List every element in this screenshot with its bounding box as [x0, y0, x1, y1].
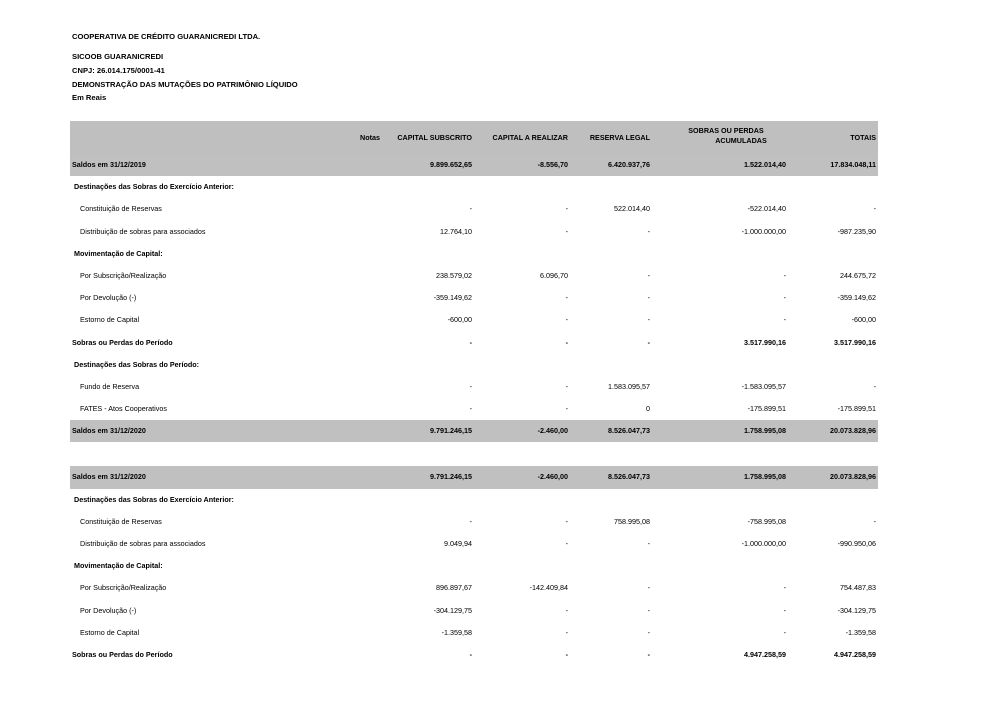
cell-capital-subscrito: 9.791.246,15	[430, 472, 472, 482]
cell-totais: -	[873, 204, 876, 214]
cell-capital-subscrito: -359.149,62	[433, 293, 472, 303]
cell-totais: -359.149,62	[837, 293, 876, 303]
table-row	[70, 376, 878, 398]
cell-totais: -987.235,90	[837, 226, 876, 236]
cell-reserva-legal: 0	[646, 404, 650, 414]
cell-reserva-legal: -	[647, 583, 650, 593]
cell-totais: 244.675,72	[840, 270, 876, 280]
cell-totais: 20.073.828,96	[830, 472, 876, 482]
table-row	[70, 511, 878, 533]
cell-sobras-acumuladas: 1.758.995,08	[744, 426, 786, 436]
cell-sobras-acumuladas: 1.758.995,08	[744, 472, 786, 482]
row-label: Movimentação de Capital:	[74, 561, 163, 571]
cell-totais: -990.950,06	[837, 539, 876, 548]
row-label: Destinações das Sobras do Exercício Anterior:	[74, 494, 234, 504]
row-label: Saldos em 31/12/2019	[72, 160, 146, 169]
equity-statement-table	[70, 121, 878, 666]
row-label: Constituição de Reservas	[80, 204, 162, 214]
brand-name: SICOOB GUARANICREDI	[72, 52, 164, 61]
row-label: Distribuição de sobras para associados	[80, 226, 206, 236]
row-label: Estorno de Capital	[80, 315, 140, 325]
cell-totais: -304.129,75	[837, 605, 876, 615]
cell-reserva-legal: -	[647, 270, 650, 280]
row-label: Estorno de Capital	[80, 627, 140, 637]
cell-reserva-legal: 8.526.047,73	[608, 426, 650, 436]
cell-capital-subscrito: -	[469, 204, 472, 214]
cell-capital-a-realizar: -	[565, 337, 568, 347]
cell-totais: 17.834.048,11	[830, 160, 876, 169]
cell-reserva-legal: 758.995,08	[614, 516, 650, 526]
balance-row	[70, 420, 878, 442]
col-sobras-line1: SOBRAS OU PERDAS	[688, 126, 764, 135]
currency-note: Em Reais	[72, 93, 107, 102]
balance-row	[70, 154, 878, 176]
col-sobras	[666, 126, 786, 146]
row-label: Sobras ou Perdas do Período	[72, 649, 173, 659]
cell-totais: 4.947.258,59	[834, 649, 876, 659]
cell-sobras-acumuladas: -175.899,51	[747, 404, 786, 414]
cell-totais: -	[873, 516, 876, 526]
row-label: Por Devolução (-)	[80, 605, 137, 615]
balance-row	[70, 466, 878, 488]
cell-capital-subscrito: -	[469, 381, 472, 391]
cell-capital-subscrito: -304.129,75	[433, 605, 472, 615]
table-row	[70, 577, 878, 599]
cell-capital-a-realizar: -2.460,00	[537, 472, 568, 482]
cell-capital-a-realizar: -	[565, 649, 568, 659]
row-label: Saldos em 31/12/2020	[72, 426, 146, 436]
cell-capital-a-realizar: -	[565, 404, 568, 414]
table-row	[70, 644, 878, 666]
table-row	[70, 221, 878, 243]
table-row	[70, 287, 878, 309]
cell-capital-subscrito: 238.579,02	[436, 270, 472, 280]
cell-capital-subscrito: -	[469, 516, 472, 526]
cell-sobras-acumuladas: -	[783, 293, 786, 303]
cnpj: CNPJ: 26.014.175/0001-41	[72, 66, 165, 75]
table-row	[70, 398, 878, 420]
table-row	[70, 332, 878, 354]
cell-capital-a-realizar: -	[565, 315, 568, 325]
cell-reserva-legal: -	[647, 315, 650, 325]
cell-reserva-legal: -	[647, 627, 650, 637]
cell-capital-a-realizar: 6.096,70	[540, 270, 568, 280]
cell-capital-a-realizar: -	[565, 381, 568, 391]
cell-totais: -175.899,51	[837, 404, 876, 414]
row-label: Distribuição de sobras para associados	[80, 539, 206, 548]
table-row	[70, 309, 878, 331]
row-label: Por Subscrição/Realização	[80, 270, 167, 280]
cell-totais: 3.517.990,16	[834, 337, 876, 347]
section-row	[70, 354, 878, 376]
cell-capital-a-realizar: -8.556,70	[537, 160, 568, 169]
col-totais: TOTAIS	[850, 133, 876, 142]
cell-capital-a-realizar: -	[565, 539, 568, 548]
row-label: Fundo de Reserva	[80, 381, 140, 391]
table-row	[70, 600, 878, 622]
cell-capital-subscrito: 896.897,67	[436, 583, 472, 593]
cell-capital-subscrito: 9.049,94	[444, 539, 472, 548]
cell-reserva-legal: 1.583.095,57	[608, 381, 650, 391]
section-row	[70, 555, 878, 577]
cell-sobras-acumuladas: -1.583.095,57	[741, 381, 786, 391]
row-label: Movimentação de Capital:	[74, 248, 163, 258]
row-label: FATES - Atos Cooperativos	[80, 404, 167, 414]
cell-sobras-acumuladas: -	[783, 583, 786, 593]
cell-reserva-legal: 522.014,40	[614, 204, 650, 214]
cell-capital-subscrito: -	[469, 404, 472, 414]
cell-sobras-acumuladas: -522.014,40	[747, 204, 786, 214]
cell-totais: -1.359,58	[845, 627, 876, 637]
cell-sobras-acumuladas: -	[783, 270, 786, 280]
table-header-row	[70, 121, 878, 154]
cell-totais: -600,00	[851, 315, 876, 325]
cell-capital-subscrito: 12.764,10	[440, 226, 472, 236]
cell-totais: 754.487,83	[840, 583, 876, 593]
table-row	[70, 198, 878, 220]
cell-reserva-legal: -	[647, 605, 650, 615]
cell-reserva-legal: -	[647, 539, 650, 548]
cell-sobras-acumuladas: -	[783, 627, 786, 637]
cell-sobras-acumuladas: -	[783, 315, 786, 325]
col-capital-a-realizar: CAPITAL A REALIZAR	[492, 133, 568, 142]
cell-sobras-acumuladas: 3.517.990,16	[744, 337, 786, 347]
cell-sobras-acumuladas: -758.995,08	[747, 516, 786, 526]
cell-capital-a-realizar: -	[565, 627, 568, 637]
table-body	[70, 154, 878, 666]
col-sobras-line2: ACUMULADAS	[715, 136, 767, 145]
col-capital-subscrito: CAPITAL SUBSCRITO	[397, 133, 472, 142]
cell-capital-subscrito: -1.359,58	[441, 627, 472, 637]
table-row	[70, 442, 878, 466]
row-label: Saldos em 31/12/2020	[72, 472, 146, 482]
cell-reserva-legal: 8.526.047,73	[608, 472, 650, 482]
row-label: Por Devolução (-)	[80, 293, 137, 303]
cell-reserva-legal: -	[647, 226, 650, 236]
cell-sobras-acumuladas: 4.947.258,59	[744, 649, 786, 659]
row-label: Por Subscrição/Realização	[80, 583, 167, 593]
cell-totais: -	[873, 381, 876, 391]
section-row	[70, 243, 878, 265]
table-row	[70, 622, 878, 644]
cell-reserva-legal: -	[647, 337, 650, 347]
cell-capital-a-realizar: -142.409,84	[529, 583, 568, 593]
statement-title: DEMONSTRAÇÃO DAS MUTAÇÕES DO PATRIMÔNIO LÍQUIDO	[72, 80, 298, 89]
cell-capital-subscrito: -	[469, 337, 472, 347]
company-name: COOPERATIVA DE CRÉDITO GUARANICREDI LTDA.	[72, 32, 261, 41]
cell-capital-a-realizar: -	[565, 516, 568, 526]
cell-sobras-acumuladas: -1.000.000,00	[741, 226, 786, 236]
cell-reserva-legal: -	[647, 649, 650, 659]
section-row	[70, 176, 878, 198]
cell-totais: 20.073.828,96	[830, 426, 876, 436]
col-reserva-legal: RESERVA LEGAL	[589, 133, 650, 142]
cell-capital-subscrito: 9.791.246,15	[430, 426, 472, 436]
row-label: Destinações das Sobras do Período:	[74, 359, 200, 369]
cell-sobras-acumuladas: 1.522.014,40	[744, 160, 786, 169]
row-label: Sobras ou Perdas do Período	[72, 337, 173, 347]
cell-capital-subscrito: -600,00	[447, 315, 472, 325]
row-label: Constituição de Reservas	[80, 516, 162, 526]
cell-capital-a-realizar: -	[565, 204, 568, 214]
cell-sobras-acumuladas: -	[783, 605, 786, 615]
table-row	[70, 533, 878, 555]
cell-capital-subscrito: 9.899.652,65	[430, 160, 472, 169]
cell-capital-a-realizar: -2.460,00	[537, 426, 568, 436]
table-row	[70, 265, 878, 287]
cell-capital-a-realizar: -	[565, 293, 568, 303]
cell-sobras-acumuladas: -1.000.000,00	[741, 539, 786, 548]
section-row	[70, 489, 878, 511]
cell-capital-a-realizar: -	[565, 226, 568, 236]
cell-capital-subscrito: -	[469, 649, 472, 659]
row-label: Destinações das Sobras do Exercício Anterior:	[74, 182, 234, 192]
cell-reserva-legal: -	[647, 293, 650, 303]
cell-capital-a-realizar: -	[565, 605, 568, 615]
col-notas: Notas	[360, 133, 380, 142]
cell-reserva-legal: 6.420.937,76	[608, 160, 650, 169]
